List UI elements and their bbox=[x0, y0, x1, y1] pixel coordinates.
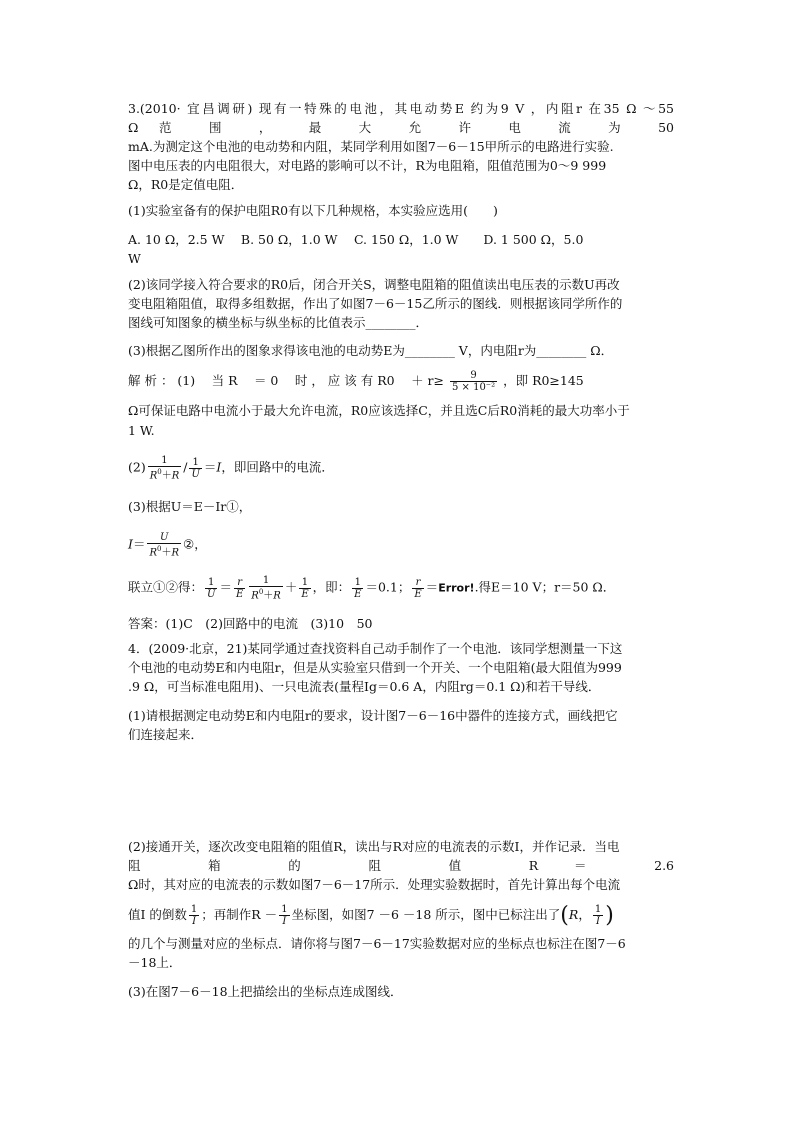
error-marker: Error! bbox=[438, 581, 475, 595]
fraction-numerator: 9 bbox=[450, 370, 497, 382]
analysis-text-b: ，即 R0≥145 bbox=[503, 373, 584, 388]
formula-fraction: $\frac{1}{I}$ bbox=[281, 904, 288, 927]
analysis-line-1 bbox=[128, 370, 674, 393]
analysis-line-3: 1 W. bbox=[128, 423, 155, 438]
analysis-part-3-tail: ②， bbox=[183, 536, 207, 552]
q4-sub2-line-4: 值I 的倒数 $\frac{1}{I}$ ；再制作R － $\frac{1}{I}$ 坐标图，如图7 －6 －18 所示，图中已标注出了(R， $\frac{1}{I}$ ) bbox=[128, 903, 614, 928]
q3-answer: 答案：(1)C (2)回路中的电流 (3)10 50 bbox=[128, 616, 373, 631]
q3-options-line-2: W bbox=[128, 251, 141, 266]
formula-fraction: $\frac{1}{R^0+R}$ bbox=[149, 455, 180, 482]
q3-line-5: Ω，R0是定值电阻． bbox=[128, 177, 244, 192]
q4-sub2-text-a: 值I 的倒数 bbox=[128, 907, 187, 922]
q4-line-3: .9 Ω，可当标准电阻用)、一只电流表(量程Ig＝0.6 A，内阻rg＝0.1 Ω)和若干导线． bbox=[128, 679, 601, 694]
q3-sub2-line-2: 变电阻箱阻值，取得多组数据，作出了如图7－6－15乙所示的图线．则根据该同学所作的 bbox=[128, 296, 623, 311]
q3-sub2-line-1: (2)该同学接入符合要求的R0后，闭合开关S，调整电阻箱的阻值读出电压表的示数U再改 bbox=[128, 277, 620, 292]
formula-fraction: $\frac{r}{E}$ bbox=[414, 576, 422, 600]
q4-sub2-line-6: －18上． bbox=[128, 955, 182, 970]
q4-sub2-line-3: Ω时，其对应的电流表的示数如图7－6－17所示．处理实验数据时，首先计算出每个电流 bbox=[128, 877, 621, 892]
q4-line-1: 4．(2009·北京，21)某同学通过查找资料自己动手制作了一个电池．该同学想测量一下这 bbox=[128, 641, 623, 656]
formula-fraction: $\frac{1}{I}$ bbox=[190, 904, 198, 927]
q4-sub1-line-2: 们连接起来． bbox=[128, 727, 204, 742]
analysis-fraction bbox=[450, 370, 497, 393]
analysis-part-2: (2) $\frac{1}{R^0+R}$ / $\frac{1}{U}$ ＝I，即回路中的电流． bbox=[128, 455, 334, 482]
analysis-part-3-line-1: (3)根据U＝E－Ir①， bbox=[128, 499, 252, 514]
formula-fraction: $\frac{1}{U}$ bbox=[191, 456, 200, 480]
q4-sub3: (3)在图7－6－18上把描绘出的坐标点连成图线． bbox=[128, 984, 403, 999]
analysis-line-2: Ω可保证电路中电流小于最大允许电流，R0应该选择C，并且选C后R0消耗的最大功率小于 bbox=[128, 403, 630, 418]
analysis-part-3-line-2: I＝ $\frac{U}{R^0+R}$ ②， bbox=[128, 532, 207, 559]
q3-line-2: Ω 范 围 ， 最 大 允 许 电 流 为 50 bbox=[128, 120, 674, 135]
q3-sub2-line-3: 图线可知图象的横坐标与纵坐标的比值表示________． bbox=[128, 315, 429, 330]
q4-sub2-line-2: 阻 箱 的 阻 值 R ＝ 2.6 bbox=[128, 858, 674, 873]
q3-sub3: (3)根据乙图所作出的图象求得该电池的电动势E为________ V，内电阻r为________ Ω． bbox=[128, 343, 614, 358]
formula-fraction: $\frac{1}{I}$ bbox=[594, 904, 602, 927]
formula-fraction: $\frac{1}{E}$ bbox=[354, 576, 362, 600]
q4-sub2-line-1: (2)接通开关，逐次改变电阻箱的阻值R，读出与R对应的电流表的示数I，并作记录．当电 bbox=[128, 839, 620, 854]
right-paren: ) bbox=[605, 903, 614, 928]
q3-line-1: 3.(2010· 宜昌调研) 现有一特殊的电池，其电动势E 约为9 V ，内阻r 在35 Ω ～55 bbox=[128, 101, 674, 116]
q4-sub2-line-5: 的几个与测量对应的坐标点．请你将与图7－6－17实验数据对应的坐标点也标注在图7－6 bbox=[128, 936, 626, 951]
q4-line-2: 个电池的电动势E和内电阻r，但是从实验室只借到一个开关、一个电阻箱(最大阻值为999 bbox=[128, 660, 622, 675]
q3-line-4: 图中电压表的内电阻很大，对电路的影响可以不计，R为电阻箱，阻值范围为0～9 999 bbox=[128, 158, 607, 173]
q4-sub1-line-1: (1)请根据测定电动势E和内电阻r的要求，设计图7－6－16中器件的连接方式，画线把它 bbox=[128, 708, 618, 723]
formula-fraction: $\frac{U}{R^0+R}$ bbox=[149, 532, 179, 559]
analysis-text-a: 解 析 ： (1) 当 R ＝ 0 时 ， 应 该 有 R0 ＋ r≥ bbox=[128, 373, 444, 388]
combine-line: 联立①②得： $\frac{1}{U}$ ＝ $\frac{r}{E}$ $\frac{1}{R^0+R}$ ＋ $\frac{1}{E}$ ，即： $\frac{1}{E}$ ＝0.1； $\frac{r}{E}$ ＝Error!.得E＝10 V；r＝50 Ω． bbox=[128, 575, 616, 602]
q4-sub2-text-c: 坐标图，如图7 －6 －18 所示，图中已标注出了 bbox=[291, 907, 561, 922]
q3-line-3: mA.为测定这个电池的电动势和内阻，某同学利用如图7－6－15甲所示的电路进行实验. bbox=[128, 139, 614, 154]
q4-sub2-text-b: ；再制作R － bbox=[201, 907, 278, 922]
q3-options-line-1: A. 10 Ω，2.5 W B. 50 Ω，1.0 W C. 150 Ω，1.0 W D. 1 500 Ω，5.0 bbox=[128, 232, 584, 247]
formula-fraction: $\frac{1}{U}$ bbox=[207, 576, 216, 600]
combine-tail: .得E＝10 V；r＝50 Ω． bbox=[474, 579, 616, 595]
combine-label: 联立①②得： bbox=[128, 579, 204, 595]
formula-fraction: $\frac{r}{E}$ bbox=[235, 576, 244, 600]
formula-fraction: $\frac{1}{E}$ bbox=[301, 576, 309, 600]
formula-fraction: $\frac{1}{R^0+R}$ bbox=[251, 575, 281, 602]
analysis-part-2-text: ，即回路中的电流． bbox=[221, 459, 334, 475]
q3-sub1: (1)实验室备有的保护电阻R0有以下几种规格，本实验应选用( ) bbox=[128, 203, 498, 218]
left-paren: ( bbox=[560, 903, 569, 928]
fraction-denominator: 5 × 10⁻² bbox=[451, 382, 496, 393]
